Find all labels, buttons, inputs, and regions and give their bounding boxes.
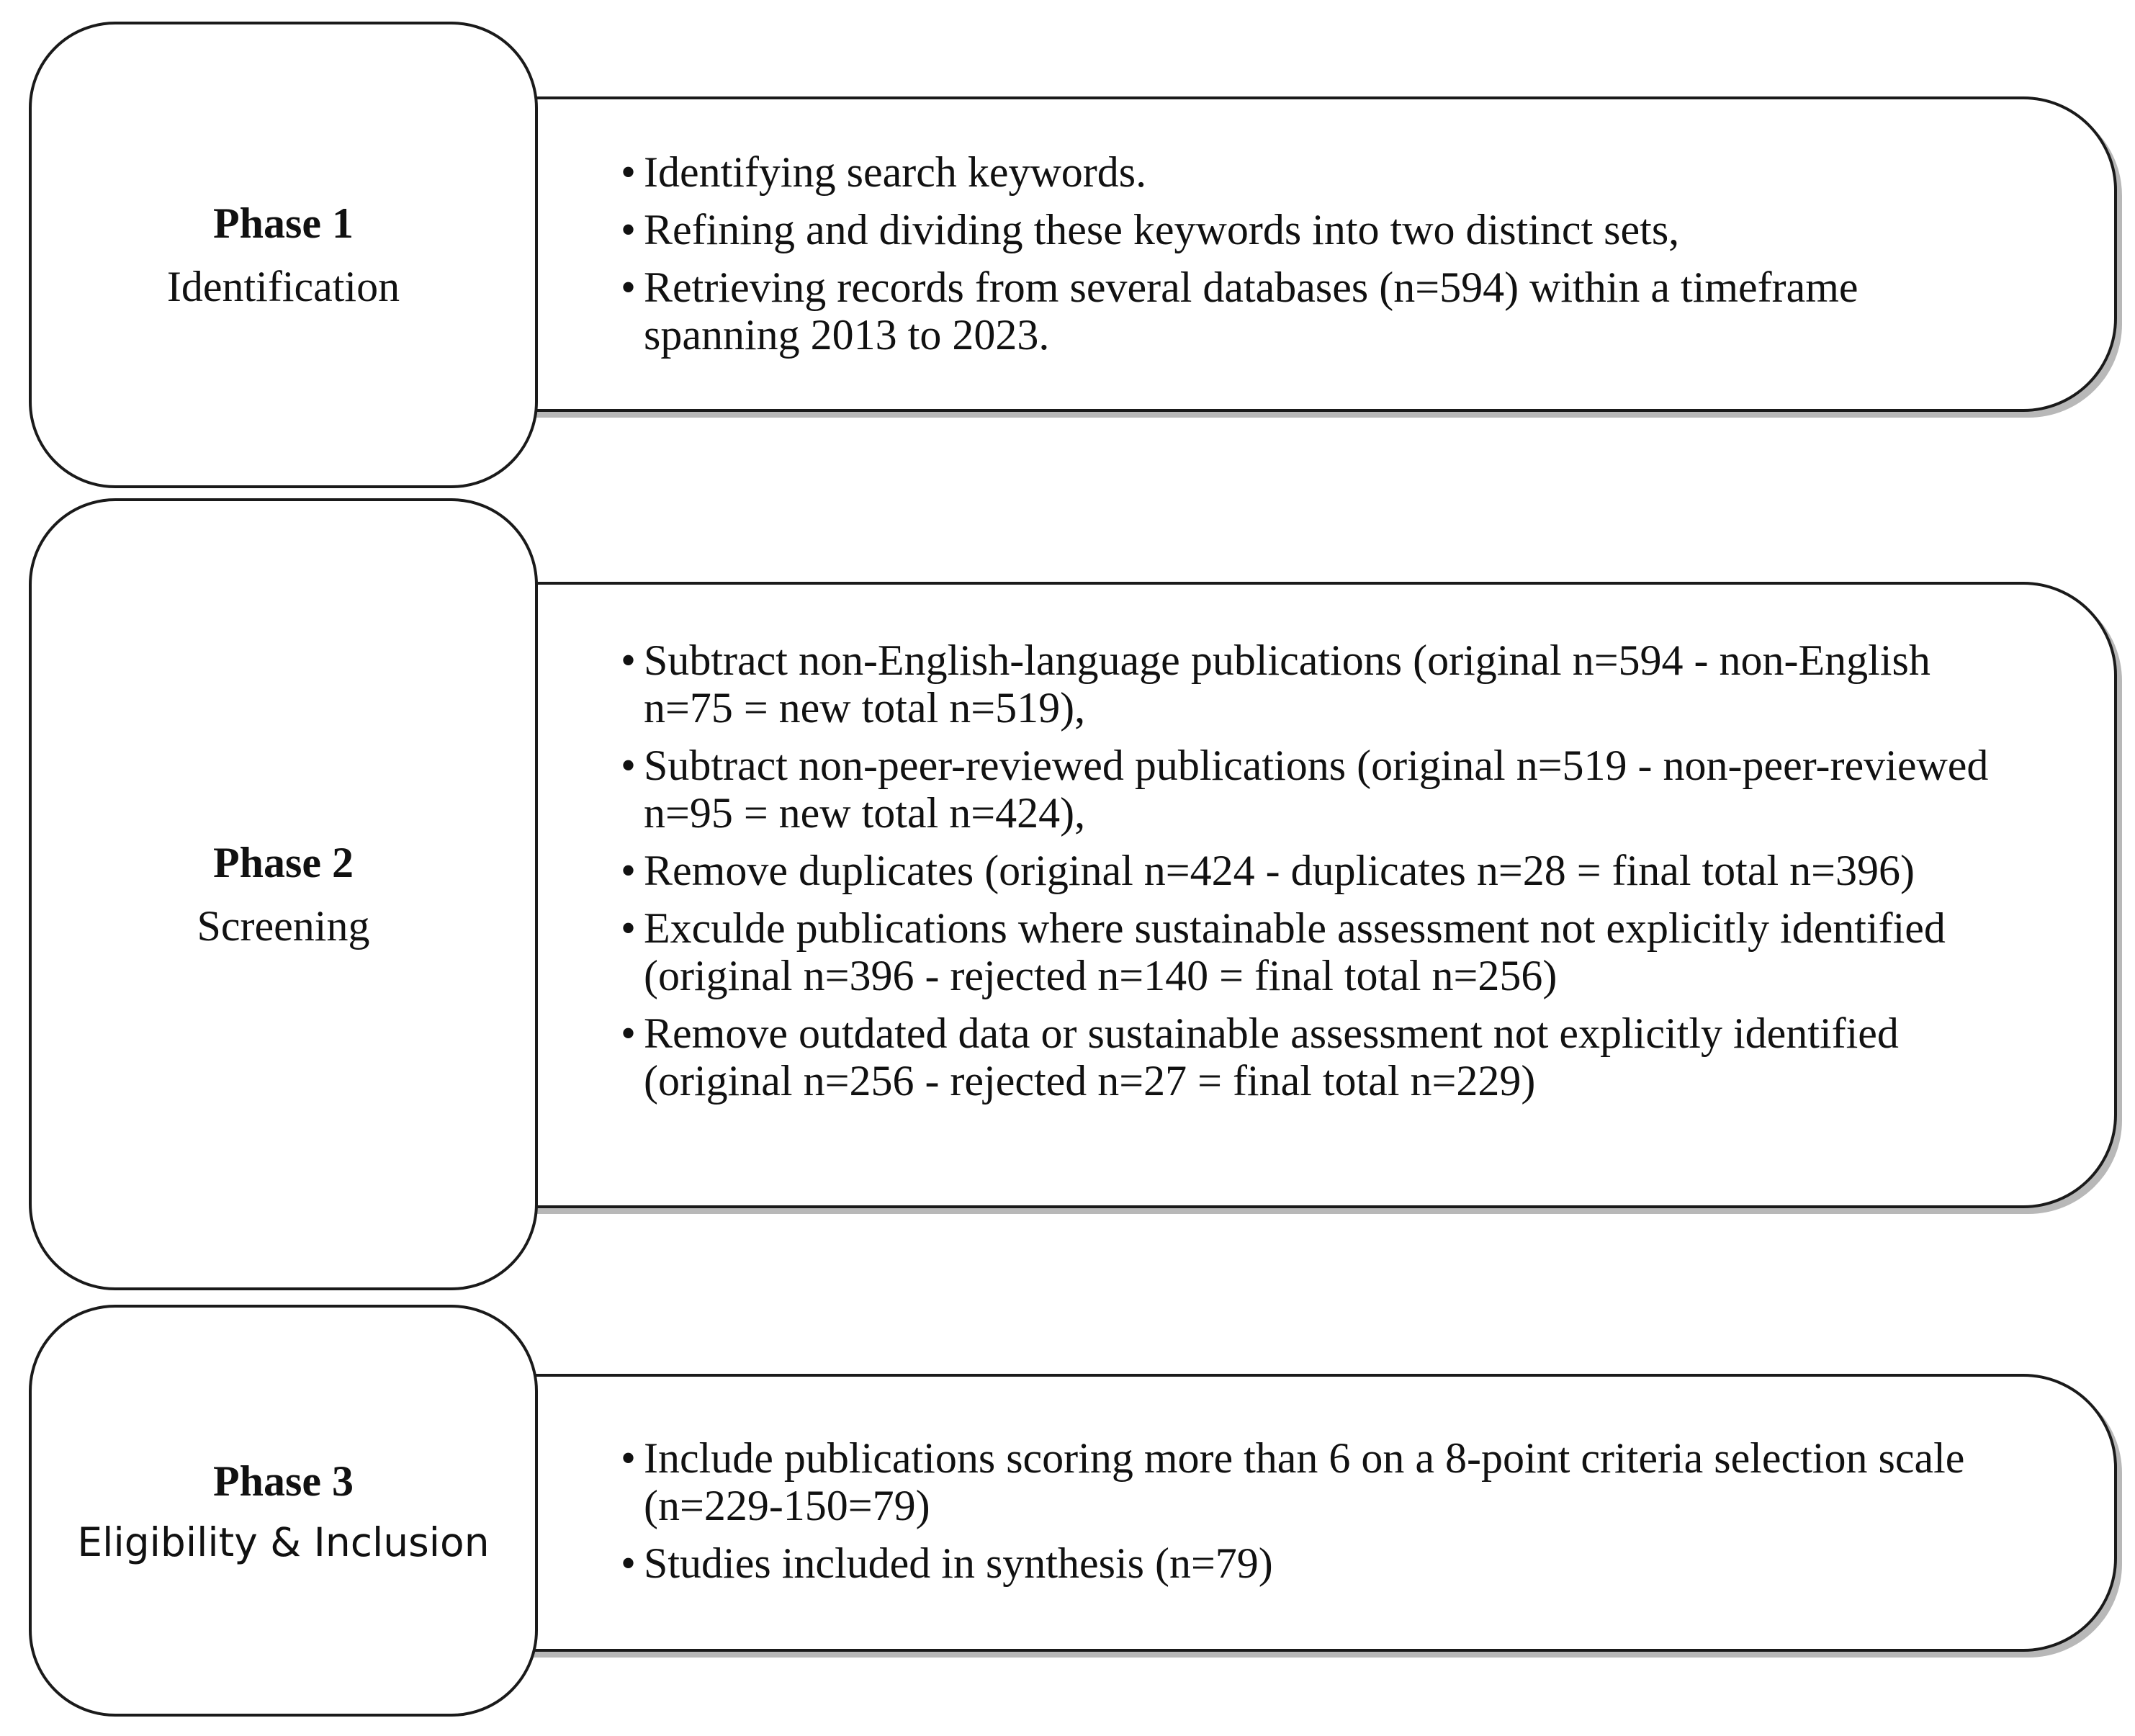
phase-3-item-text: Studies included in synthesis (n=79) <box>644 1539 1273 1587</box>
phase-3-subtitle: Eligibility & Inclusion <box>77 1519 490 1565</box>
phase-2-list <box>621 637 2010 1115</box>
phase-1-list <box>621 148 2010 369</box>
phase-2-item-text: Subtract non-English-language publications (original n=594 - non-English n=75 = new total n=519), <box>644 637 1931 732</box>
bullet-icon: • <box>621 1434 637 1482</box>
phase-3-item <box>621 1434 2010 1529</box>
bullet-icon: • <box>621 742 637 789</box>
bullet-icon: • <box>621 637 637 684</box>
bullet-icon: • <box>621 847 637 894</box>
phase-1-title: Phase 1 <box>213 199 354 247</box>
phase-1-box <box>29 22 538 488</box>
phase-1-item <box>621 206 2010 253</box>
phase-2-title: Phase 2 <box>213 839 354 886</box>
bullet-icon: • <box>621 206 637 253</box>
phase-2-item-text: Exculde publications where sustainable assessment not explicitly identified (original n=396 - rejected n=140 = final total n=256) <box>644 904 1946 999</box>
phase-2-item <box>621 742 2010 837</box>
phase-3-title: Phase 3 <box>213 1457 354 1505</box>
bullet-icon: • <box>621 148 637 196</box>
phase-2-item <box>621 904 2010 999</box>
phase-2-item-text: Remove outdated data or sustainable assessment not explicitly identified (original n=256 - rejected n=27 = final total n=229) <box>644 1009 1899 1105</box>
phase-3-item <box>621 1539 2010 1587</box>
bullet-icon: • <box>621 264 637 311</box>
phase-2-box <box>29 498 538 1290</box>
phase-3-item-text: Include publications scoring more than 6 on a 8-point criteria selection scale (n=229-150=79) <box>644 1434 1965 1529</box>
bullet-icon: • <box>621 904 637 952</box>
phase-2-item-text: Subtract non-peer-reviewed publications (original n=519 - non-peer-reviewed n=95 = new total n=424), <box>644 742 1989 837</box>
phase-2-item-text: Remove duplicates (original n=424 - duplicates n=28 = final total n=396) <box>644 847 1915 894</box>
phase-2-subtitle: Screening <box>197 902 370 950</box>
phase-1-item-text: Identifying search keywords. <box>644 148 1147 196</box>
bullet-icon: • <box>621 1539 637 1587</box>
phase-2-item <box>621 847 2010 894</box>
phase-1-item <box>621 148 2010 196</box>
phase-1-item-text: Retrieving records from several databases (n=594) within a timeframe spanning 2013 to 2023. <box>644 264 1858 359</box>
phase-1-item-text: Refining and dividing these keywords into two distinct sets, <box>644 206 1680 253</box>
phase-2-item <box>621 1009 2010 1105</box>
phase-1-item <box>621 264 2010 359</box>
bullet-icon: • <box>621 1009 637 1057</box>
phase-3-box <box>29 1305 538 1717</box>
phase-2-item <box>621 637 2010 732</box>
phase-1-subtitle: Identification <box>166 263 400 310</box>
phase-3-list <box>621 1434 2010 1597</box>
